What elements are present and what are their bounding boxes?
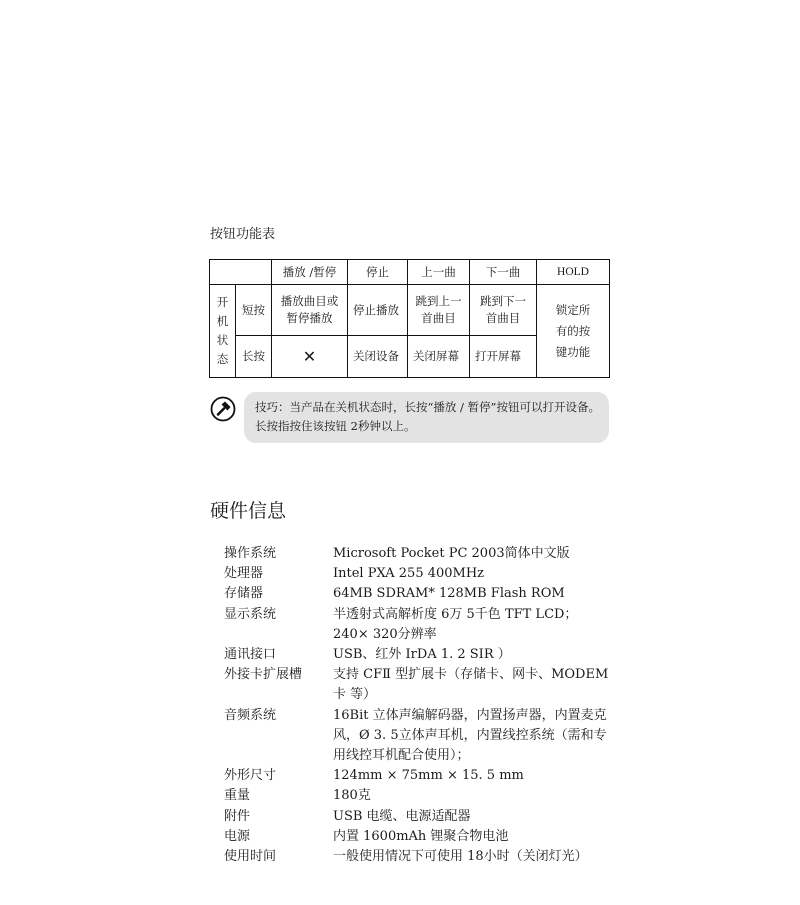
spec-row <box>224 605 614 645</box>
spec-value: 支持 CFⅡ 型扩展卡（存储卡、网卡、MODEM 卡 等） <box>333 667 609 703</box>
spec-row <box>224 847 614 867</box>
spec-label: 通讯接口 <box>224 647 277 663</box>
table-corner-cell <box>210 260 272 285</box>
tip-box <box>244 392 609 443</box>
spec-label: 处理器 <box>224 566 264 582</box>
spec-label: 操作系统 <box>224 546 277 561</box>
short-press-label: 短按 <box>236 285 272 336</box>
header-prev: 上一曲 <box>408 260 470 285</box>
tip-hammer-icon <box>210 396 236 422</box>
long-prev-cell: 关闭屏幕 <box>408 336 470 378</box>
spec-label: 显示系统 <box>224 606 277 622</box>
tip-text: 技巧：当产品在关机状态时，长按“播放 / 暂停”按钮可以打开设备。长按指按住该按钮 2秒钟以上。 <box>255 400 600 433</box>
spec-row <box>224 786 614 806</box>
spec-value: USB 电缆、电源适配器 <box>333 808 471 824</box>
short-next-cell: 跳到下一 首曲目 <box>470 285 537 336</box>
hardware-spec-list <box>224 544 614 867</box>
spec-value: 内置 1600mAh 锂聚合物电池 <box>333 828 509 844</box>
spec-row <box>224 706 614 767</box>
spec-label: 重量 <box>224 788 251 804</box>
spec-value: Microsoft Pocket PC 2003简体中文版 <box>333 546 570 561</box>
spec-value: 一般使用情况下可使用 18小时（关闭灯光） <box>333 849 588 865</box>
spec-value: 16Bit 立体声编解码器，内置扬声器，内置麦克 风，Ø 3. 5立体声耳机，内置线控系统（需和专 用线控耳机配合使用）； <box>333 707 607 764</box>
header-play-pause: 播放 /暂停 <box>272 260 348 285</box>
header-hold: HOLD <box>537 260 610 285</box>
spec-row <box>224 766 614 786</box>
hold-function-cell: 锁定所 有的按 键功能 <box>537 285 610 378</box>
spec-row <box>224 544 614 564</box>
short-stop-cell: 停止播放 <box>348 285 408 336</box>
button-section-title: 按钮功能表 <box>210 227 276 242</box>
long-press-label: 长按 <box>236 336 272 378</box>
spec-value: USB、红外 IrDA 1. 2 SIR ） <box>333 647 511 663</box>
long-next-cell: 打开屏幕 <box>470 336 537 378</box>
spec-row <box>224 665 614 705</box>
short-play-pause-cell: 播放曲目或 暂停播放 <box>272 285 348 336</box>
spec-row <box>224 584 614 604</box>
spec-label: 使用时间 <box>224 849 277 865</box>
spec-label: 存储器 <box>224 586 264 602</box>
spec-label: 附件 <box>224 808 251 824</box>
header-next: 下一曲 <box>470 260 537 285</box>
spec-value: Intel PXA 255 400MHz <box>333 566 485 582</box>
spec-label: 音频系统 <box>224 707 277 723</box>
long-play-pause-cell: ✕ <box>272 336 348 378</box>
spec-value: 180克 <box>333 788 371 804</box>
power-on-state-label: 开 机 状 态 <box>210 285 236 378</box>
spec-value: 半透射式高解析度 6万 5千色 TFT LCD； 240× 320分辨率 <box>333 606 578 642</box>
spec-value: 64MB SDRAM* 128MB Flash ROM <box>333 586 565 602</box>
spec-row <box>224 807 614 827</box>
spec-label: 电源 <box>224 828 251 844</box>
button-function-table <box>209 259 610 378</box>
header-stop: 停止 <box>348 260 408 285</box>
hardware-info-title: 硬件信息 <box>210 500 287 522</box>
short-prev-cell: 跳到上一 首曲目 <box>408 285 470 336</box>
spec-value: 124mm × 75mm × 15. 5 mm <box>333 768 524 784</box>
spec-label: 外形尺寸 <box>224 768 277 784</box>
spec-row <box>224 645 614 665</box>
long-stop-cell: 关闭设备 <box>348 336 408 378</box>
spec-row <box>224 564 614 584</box>
spec-label: 外接卡扩展槽 <box>224 667 303 683</box>
spec-row <box>224 827 614 847</box>
